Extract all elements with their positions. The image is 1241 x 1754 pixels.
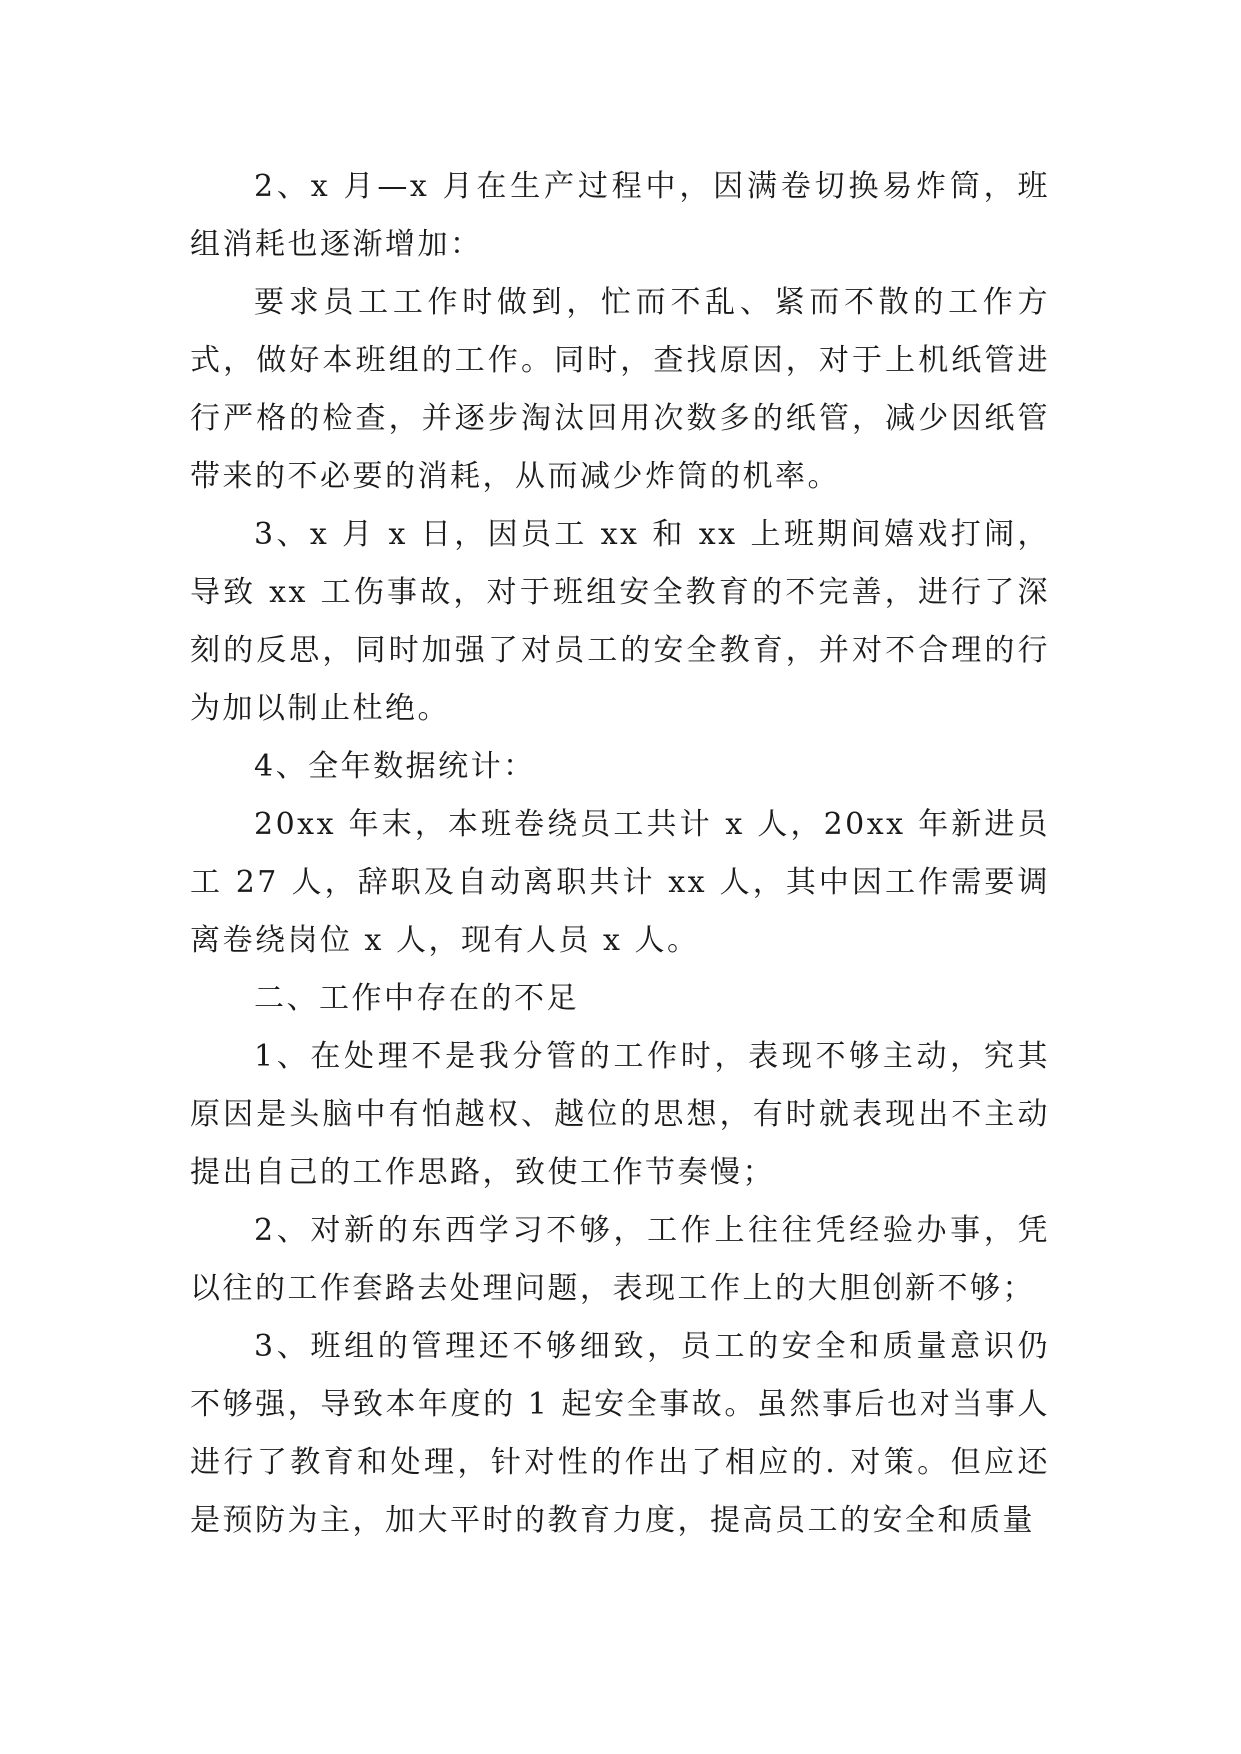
document-body	[190, 158, 1050, 1550]
paragraph-annual-statistics-title: 4、全年数据统计：	[254, 749, 536, 784]
paragraph-safety-incident: 3、x 月 x 日，因员工 xx 和 xx 上班期间嬉戏打闹，导致 xx 工伤事故，对于班组安全教育的不完善，进行了深刻的反思，同时加强了对员工的安全教育，并对不合理的行为加以制止杜绝。	[190, 517, 1050, 726]
section-heading-shortcomings: 二、工作中存在的不足	[254, 981, 579, 1016]
paragraph-shortcoming-management: 3、班组的管理还不够细致，员工的安全和质量意识仍不够强，导致本年度的 1 起安全事故。虽然事后也对当事人进行了教育和处理，针对性的作出了相应的. 对策。但应还是预防为主，加大平时的教育力度，提高员工的安全和质量	[190, 1329, 1050, 1538]
paragraph-production-consumption: 2、x 月—x 月在生产过程中，因满卷切换易炸筒，班组消耗也逐渐增加：	[190, 169, 1050, 262]
paragraph-shortcoming-learning: 2、对新的东西学习不够，工作上往往凭经验办事，凭以往的工作套路去处理问题，表现工作上的大胆创新不够；	[190, 1213, 1050, 1306]
paragraph-work-requirements: 要求员工工作时做到，忙而不乱、紧而不散的工作方式，做好本班组的工作。同时，查找原因，对于上机纸管进行严格的检查，并逐步淘汰回用次数多的纸管，减少因纸管带来的不必要的消耗，从而减少炸筒的机率。	[190, 285, 1050, 494]
paragraph-annual-statistics: 20xx 年末，本班卷绕员工共计 x 人，20xx 年新进员工 27 人，辞职及自动离职共计 xx 人，其中因工作需要调离卷绕岗位 x 人，现有人员 x 人。	[190, 807, 1050, 958]
paragraph-shortcoming-initiative: 1、在处理不是我分管的工作时，表现不够主动，究其原因是头脑中有怕越权、越位的思想，有时就表现出不主动提出自己的工作思路，致使工作节奏慢；	[190, 1039, 1050, 1190]
